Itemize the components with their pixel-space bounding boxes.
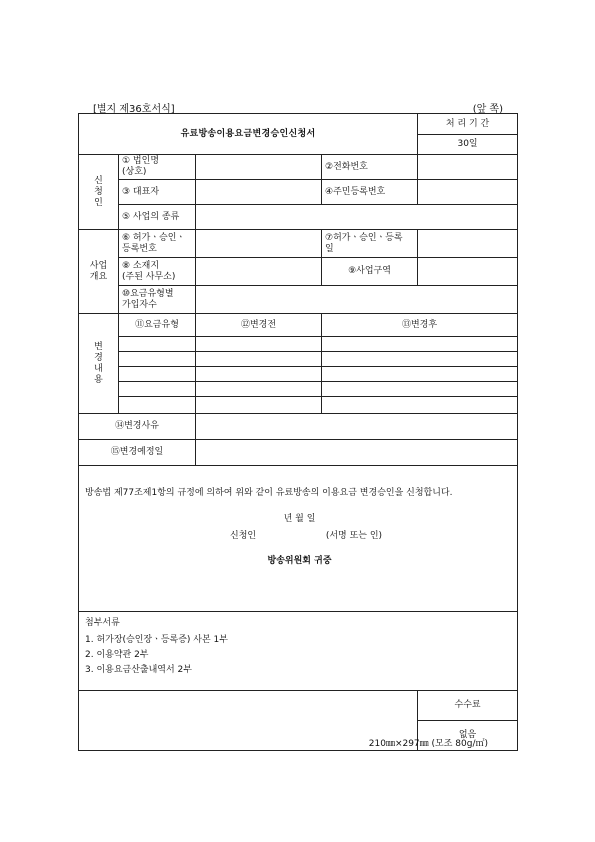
reason-label: ⑭변경사유 (79, 414, 196, 440)
license-number-label: ⑥ 허가ㆍ승인ㆍ 등록번호 (119, 230, 196, 258)
after-cell[interactable] (322, 397, 518, 414)
business-type-field[interactable] (196, 205, 518, 230)
after-cell[interactable] (322, 337, 518, 352)
representative-field[interactable] (196, 180, 322, 205)
processing-period-label: 처 리 기 간 (418, 114, 518, 135)
attachment-item: 1. 허가장(승인장ㆍ등록증) 사본 1부 (85, 635, 228, 645)
change-row (79, 337, 518, 352)
declaration-text: 방송법 제77조제1항의 규정에 의하여 위와 같이 유료방송의 이용요금 변경승인을 신청합니다. (85, 488, 453, 498)
service-area-label: ⑨사업구역 (322, 258, 418, 286)
after-cell[interactable] (322, 382, 518, 397)
corp-name-field[interactable] (196, 155, 322, 180)
service-area-field[interactable] (418, 258, 518, 286)
fee-label: 수수료 (418, 691, 518, 721)
page-side-label: (앞 쪽) (472, 104, 503, 115)
planned-date-label: ⑮변경예정일 (79, 440, 196, 466)
changes-section-label: 변 경 내 용 (79, 314, 119, 414)
phone-label: ②전화번호 (322, 155, 418, 180)
attachment-item: 2. 이용약관 2부 (85, 650, 149, 660)
license-date-field[interactable] (418, 230, 518, 258)
attachment-item: 3. 이용요금산출내역서 2부 (85, 665, 192, 675)
application-form-table (78, 113, 518, 751)
reason-field[interactable] (196, 414, 518, 440)
fee-blank-area (79, 691, 418, 751)
change-row (79, 367, 518, 382)
before-cell[interactable] (196, 397, 322, 414)
phone-field[interactable] (418, 155, 518, 180)
attachments-block (79, 612, 518, 691)
address-label: ⑧ 소재지 (주된 사무소) (119, 258, 196, 286)
processing-period-value: 30일 (418, 135, 518, 155)
applicant-section-label: 신 청 인 (79, 155, 119, 230)
before-cell[interactable] (196, 352, 322, 367)
fee-type-cell[interactable] (119, 337, 196, 352)
applicant-signature-line (85, 531, 514, 542)
change-row (79, 382, 518, 397)
license-number-field[interactable] (196, 230, 322, 258)
col-before-change: ⑫변경전 (196, 314, 322, 337)
planned-date-field[interactable] (196, 440, 518, 466)
col-after-change: ⑬변경후 (322, 314, 518, 337)
signature-note: (서명 또는 인) (325, 531, 383, 541)
subscribers-label: ⑩요금유형별 가입자수 (119, 286, 196, 314)
paper-spec-footnote: 210㎜×297㎜ (모조 80g/㎡) (368, 739, 488, 749)
change-row (79, 352, 518, 367)
form-number: [별지 제36호서식] (93, 104, 175, 115)
fee-type-cell[interactable] (119, 397, 196, 414)
before-cell[interactable] (196, 337, 322, 352)
form-title: 유료방송이용요금변경승인신청서 (79, 114, 418, 155)
change-row (79, 397, 518, 414)
after-cell[interactable] (322, 367, 518, 382)
representative-label: ③ 대표자 (119, 180, 196, 205)
fee-value: 없음 (418, 721, 518, 751)
fee-type-cell[interactable] (119, 352, 196, 367)
before-cell[interactable] (196, 367, 322, 382)
fee-type-cell[interactable] (119, 367, 196, 382)
resident-id-field[interactable] (418, 180, 518, 205)
date-line: 년 월 일 (283, 514, 316, 524)
business-type-label: ⑤ 사업의 종류 (119, 205, 196, 230)
col-fee-type: ⑪요금유형 (119, 314, 196, 337)
applicant-label: 신청인 (230, 531, 257, 541)
after-cell[interactable] (322, 352, 518, 367)
attachments-title: 첨부서류 (85, 618, 120, 628)
address-field[interactable] (196, 258, 322, 286)
corp-name-label: ① 법인명 (상호) (119, 155, 196, 180)
before-cell[interactable] (196, 382, 322, 397)
subscribers-field[interactable] (196, 286, 518, 314)
license-date-label: ⑦허가ㆍ승인ㆍ등록 일 (322, 230, 418, 258)
fee-type-cell[interactable] (119, 382, 196, 397)
business-section-label: 사업 개요 (79, 230, 119, 314)
declaration-block (79, 466, 518, 612)
resident-id-label: ④주민등록번호 (322, 180, 418, 205)
recipient-line: 방송위원회 귀중 (267, 556, 332, 566)
